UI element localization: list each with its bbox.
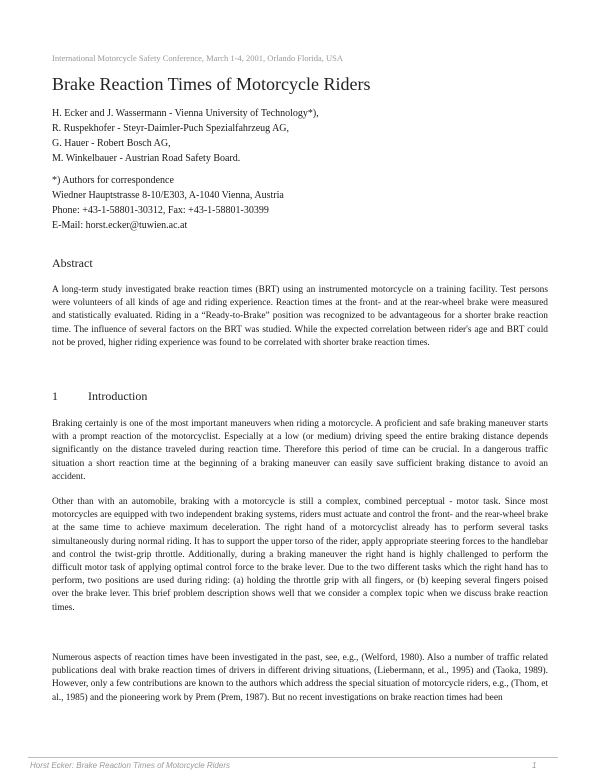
footer-running-title: Horst Ecker: Brake Reaction Times of Motorcycle Riders bbox=[30, 761, 230, 770]
author-line: R. Ruspekhofer - Steyr-Daimler-Puch Spezialfahrzeug AG, bbox=[52, 123, 290, 134]
paper-title: Brake Reaction Times of Motorcycle Riders bbox=[52, 74, 371, 94]
intro-paragraph: Other than with an automobile, braking with a motorcycle is still a complex, combined perceptual - motor task. Since most motorcycles are equipped with two independent braking systems, riders must actuate and control the front- and the rear-wheel brake at the same time to achieve maximum deceleration. The right hand of a motorcyclist already has to perform several tasks simultaneously during normal riding. It has to support the upper torso of the rider, apply appropriate steering forces to the handlebar and control the twist-grip throttle. Additionally, during a braking maneuver the right hand is highly challenged to perform the difficult motor task of applying optimal control force to the brake lever. Due to the two different tasks which the right hand has to perform, two positions are used during riding: (a) holding the throttle grip with all fingers, or (b) keeping several fingers poised over the brake lever. This brief problem description shows well that we consider a complex topic when we discuss brake reaction times. bbox=[52, 497, 548, 613]
section-title: Introduction bbox=[88, 389, 148, 403]
correspondence-phone: Phone: +43-1-58801-30312, Fax: +43-1-58801-30399 bbox=[52, 205, 269, 216]
correspondence-label: *) Authors for correspondence bbox=[52, 175, 174, 186]
section-number: 1 bbox=[52, 389, 58, 403]
intro-paragraph: Braking certainly is one of the most important maneuvers when riding a motorcycle. A proficient and safe braking maneuver starts with a prompt reaction of the motorcyclist. Especially at a low (or medium) driving speed the entire braking distance depends significantly on the distance traveled during reaction time. Therefore this period of time can be crucial. In a dangerous traffic situation a short reaction time at the beginning of a braking maneuver can easily save sufficient braking distance to avoid an accident. bbox=[52, 419, 548, 482]
abstract-heading: Abstract bbox=[52, 256, 93, 270]
author-line: H. Ecker and J. Wassermann - Vienna University of Technology*), bbox=[52, 108, 319, 119]
abstract-text: A long-term study investigated brake reaction times (BRT) using an instrumented motorcycle on a training facility. Test persons were volunteers of all kinds of age and riding experience. Reaction times at the front- and at the rear-wheel brake were measured and statistically evaluated. Riding in a “Ready-to-Brake” position was recognized to be advantageous for a shorter brake reaction time. The influence of several factors on the BRT was studied. While the expected correlation between rider's age and BRT could not be proved, higher riding experience was found to be correlated with shorter brake reaction times. bbox=[52, 285, 548, 348]
author-line: M. Winkelbauer - Austrian Road Safety Board. bbox=[52, 153, 241, 164]
introduction-heading bbox=[52, 389, 147, 404]
author-line: G. Hauer - Robert Bosch AG, bbox=[52, 138, 171, 149]
correspondence-block bbox=[52, 173, 552, 233]
author-list bbox=[52, 106, 552, 166]
conference-header: International Motorcycle Safety Conference, March 1-4, 2001, Orlando Florida, USA bbox=[52, 53, 344, 63]
footer-divider bbox=[28, 757, 558, 758]
correspondence-email[interactable]: E-Mail: horst.ecker@tuwien.ac.at bbox=[52, 220, 188, 231]
page-number: 1 bbox=[532, 761, 537, 770]
intro-paragraph: Numerous aspects of reaction times have been investigated in the past, see, e.g., (Welford, 1980). Also a number of traffic related publications deal with brake reaction times of drivers in different driving situations, (Liebermann, et al., 1995) and (Taoka, 1989). However, only a few contributions are known to the authors which address the special situation of motorcycle riders, e.g., (Thom, et al., 1985) and the pioneering work by Prem (Prem, 1987). But no recent investigations on brake reaction times had been bbox=[52, 653, 548, 703]
correspondence-address: Wiedner Hauptstrasse 8-10/E303, A-1040 Vienna, Austria bbox=[52, 190, 284, 201]
